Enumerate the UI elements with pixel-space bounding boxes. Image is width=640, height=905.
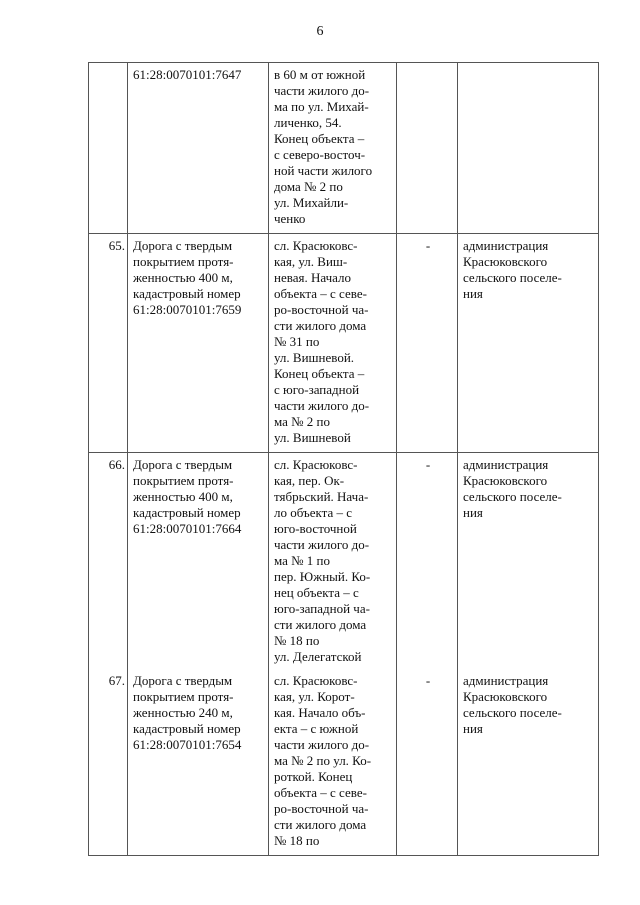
row-owner-line: Красюковского [463,254,548,269]
object-name-line: 61:28:0070101:7654 [133,737,242,752]
object-name-line: покрытием протя- [133,254,234,269]
row-number-cell: 65. [89,234,128,453]
object-location-line: Конец объекта – [274,131,365,146]
object-location-line: ро-восточной ча- [274,302,369,317]
table-row [89,671,599,856]
object-location-line: с северо-восточ- [274,147,366,162]
row-number-cell: 66. [89,453,128,672]
object-name-line: 61:28:0070101:7659 [133,302,242,317]
object-location-line: части жилого до- [274,737,370,752]
object-location-line: кая. Начало объ- [274,705,366,720]
object-name-line: покрытием протя- [133,473,234,488]
row-owner-line: ния [463,721,483,736]
row-number-cell: 67. [89,671,128,856]
object-location-line: ма № 1 по [274,553,331,568]
object-name-line: Дорога с твердым [133,673,233,688]
object-location-line: ул. Вишневой. [274,350,355,365]
object-location-line: ченко [274,211,306,226]
object-location-line: кая, ул. Корот- [274,689,355,704]
row-owner-line: администрация [463,457,549,472]
object-location-line: объекта – с севе- [274,286,367,301]
object-location-line: ма № 2 по ул. Ко- [274,753,372,768]
row-mark-cell: - [397,671,458,856]
object-location-line: в 60 м от южной [274,67,366,82]
object-name-line: 61:28:0070101:7647 [133,67,242,82]
object-name-line: Дорога с твердым [133,238,233,253]
row-owner-line: сельского поселе- [463,270,562,285]
object-location-line: роткой. Конец [274,769,353,784]
object-name-line: Дорога с твердым [133,457,233,472]
road-registry-table [88,62,599,856]
object-location-cell [269,234,397,453]
object-location-line: дома № 2 по [274,179,343,194]
table-row [89,63,599,234]
object-location-line: кая, пер. Ок- [274,473,345,488]
object-location-line: тябрьский. Нача- [274,489,369,504]
object-name-line: 61:28:0070101:7664 [133,521,242,536]
object-location-line: юго-восточной [274,521,357,536]
object-name-cell [128,671,269,856]
row-owner-cell [458,671,599,856]
object-location-line: кая, ул. Виш- [274,254,348,269]
row-owner-cell [458,63,599,234]
object-location-line: части жилого до- [274,83,370,98]
object-location-line: невая. Начало [274,270,351,285]
object-location-line: ро-восточной ча- [274,801,369,816]
object-location-line: ма по ул. Михай- [274,99,369,114]
object-location-line: сти жилого дома [274,817,367,832]
row-owner-line: администрация [463,238,549,253]
object-location-line: ул. Делегатской [274,649,362,664]
table-row [89,453,599,672]
row-mark-cell [397,63,458,234]
object-location-line: личенко, 54. [274,115,342,130]
object-name-line: кадастровый номер [133,286,241,301]
object-location-line: сл. Красюковс- [274,673,358,688]
object-name-line: женностью 400 м, [133,270,233,285]
row-owner-line: администрация [463,673,549,688]
object-location-line: объекта – с севе- [274,785,367,800]
object-location-line: юго-западной ча- [274,601,370,616]
row-owner-line: ния [463,505,483,520]
object-name-line: покрытием протя- [133,689,234,704]
object-location-line: сл. Красюковс- [274,457,358,472]
registry-rows [89,63,599,856]
table-row [89,234,599,453]
object-name-cell [128,453,269,672]
object-location-line: с юго-западной [274,382,360,397]
object-location-line: части жилого до- [274,398,370,413]
row-mark-cell: - [397,234,458,453]
object-location-line: ул. Вишневой [274,430,351,445]
object-location-line: части жилого до- [274,537,370,552]
object-location-line: пер. Южный. Ко- [274,569,371,584]
object-location-line: № 31 по [274,334,320,349]
object-location-cell [269,671,397,856]
row-owner-line: сельского поселе- [463,705,562,720]
row-owner-line: ния [463,286,483,301]
row-owner-line: Красюковского [463,689,548,704]
object-name-line: кадастровый номер [133,505,241,520]
object-location-line: № 18 по [274,633,320,648]
row-number-cell [89,63,128,234]
object-name-line: кадастровый номер [133,721,241,736]
object-name-cell [128,234,269,453]
object-location-line: № 18 по [274,833,320,848]
object-location-line: екта – с южной [274,721,359,736]
object-name-line: женностью 400 м, [133,489,233,504]
row-owner-cell [458,453,599,672]
object-location-line: сти жилого дома [274,318,367,333]
object-location-line: нец объекта – с [274,585,359,600]
object-name-cell [128,63,269,234]
row-owner-line: Красюковского [463,473,548,488]
object-location-line: сти жилого дома [274,617,367,632]
object-location-line: Конец объекта – [274,366,365,381]
object-location-line: ма № 2 по [274,414,331,429]
object-location-line: ул. Михайли- [274,195,349,210]
object-name-line: женностью 240 м, [133,705,233,720]
row-mark-cell: - [397,453,458,672]
row-owner-cell [458,234,599,453]
object-location-line: ной части жилого [274,163,373,178]
object-location-cell [269,63,397,234]
object-location-line: сл. Красюковс- [274,238,358,253]
object-location-line: ло объекта – с [274,505,353,520]
object-location-cell [269,453,397,672]
row-owner-line: сельского поселе- [463,489,562,504]
page-number: 6 [316,24,324,39]
